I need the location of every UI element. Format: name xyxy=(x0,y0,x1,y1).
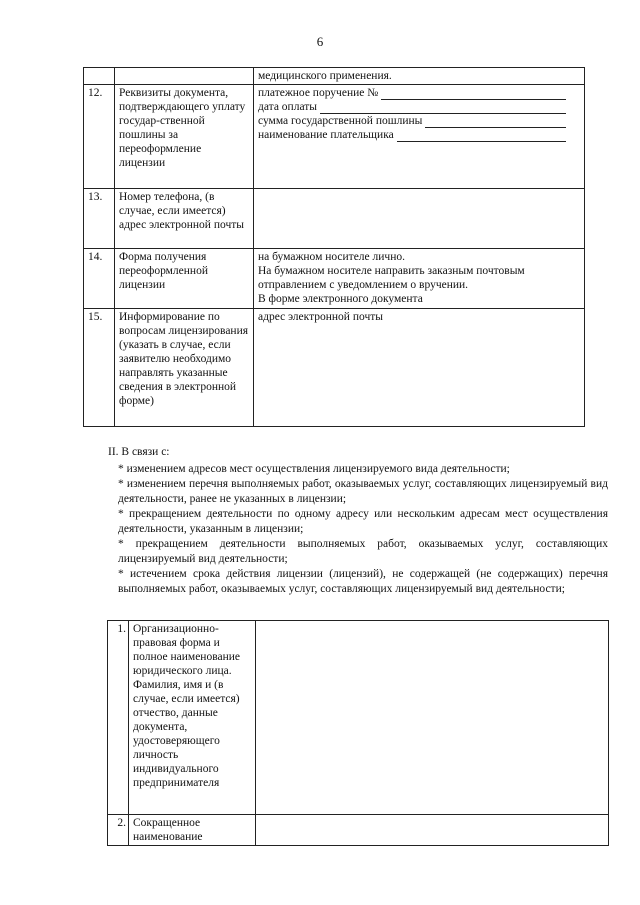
table-row xyxy=(84,68,585,85)
organization-name-field[interactable] xyxy=(256,621,609,815)
row-label: Номер телефона, (в случае, если имеется) адрес электронной почты xyxy=(115,189,254,249)
duty-amount-field[interactable]: сумма государственной пошлины xyxy=(258,114,580,128)
row-value: медицинского применения. xyxy=(254,68,585,85)
row-number: 1. xyxy=(108,621,129,815)
section-ii xyxy=(108,445,608,597)
option-paper-mail[interactable]: На бумажном носителе направить заказным почтовым отправлением с уведомлением о вручении. xyxy=(258,265,525,291)
row-label: Форма получения переоформленной лицензии xyxy=(115,249,254,309)
row-number: 14. xyxy=(84,249,115,309)
row-number: 12. xyxy=(84,85,115,189)
list-item: * прекращением деятельности выполняемых работ, оказываемых услуг, составляющих лицензируемый вид деятельности; xyxy=(118,538,608,565)
row-label: Сокращенное наименование xyxy=(129,815,256,846)
list-item: * истечением срока действия лицензии (лицензий), не содержащей (не содержащих) перечня выполняемых работ, оказываемых услуг, составляющих лицензируемый вид деятельности; xyxy=(118,568,608,595)
table-row xyxy=(84,85,585,189)
page-number: 6 xyxy=(316,34,324,49)
phone-email-field[interactable] xyxy=(254,189,585,249)
payer-name-field[interactable]: наименование плательщика xyxy=(258,128,580,142)
row-number: 15. xyxy=(84,309,115,427)
table-row xyxy=(84,309,585,427)
section-heading: II. В связи с: xyxy=(108,446,170,458)
payment-details-cell xyxy=(254,85,585,189)
table-row xyxy=(84,249,585,309)
option-electronic[interactable]: В форме электронного документа xyxy=(258,293,423,305)
row-number: 2. xyxy=(108,815,129,846)
row-label: Организационно-правовая форма и полное наименование юридического лица. Фамилия, имя и (в случае, если имеется) отчество, данные документа, удостоверяющего личность индивидуального предпринимателя xyxy=(129,621,256,815)
receipt-form-options[interactable] xyxy=(254,249,585,309)
short-name-field[interactable] xyxy=(256,815,609,846)
option-paper-personal[interactable]: на бумажном носителе лично. xyxy=(258,251,405,263)
list-item: * изменением перечня выполняемых работ, оказываемых услуг, составляющих лицензируемый вид деятельности, ранее не указанных в лицензии; xyxy=(118,478,608,505)
row-number: 13. xyxy=(84,189,115,249)
email-address-field[interactable]: адрес электронной почты xyxy=(254,309,585,427)
applicant-info-table xyxy=(107,620,609,846)
row-label: Информирование по вопросам лицензирования (указать в случае, если заявителю необходимо направлять указанные сведения в электронной форме) xyxy=(115,309,254,427)
table-row xyxy=(108,621,609,815)
list-item: * прекращением деятельности по одному адресу или нескольким адресам мест осуществления деятельности, указанным в лицензии; xyxy=(118,508,608,535)
payment-date-field[interactable]: дата оплаты xyxy=(258,100,580,114)
application-table-continued xyxy=(83,67,585,427)
row-label: Реквизиты документа, подтверждающего уплату государ-ственной пошлины за переоформление лицензии xyxy=(115,85,254,189)
row-label xyxy=(115,68,254,85)
table-row xyxy=(84,189,585,249)
table-row xyxy=(108,815,609,846)
payment-order-field[interactable]: платежное поручение № xyxy=(258,86,580,100)
row-number xyxy=(84,68,115,85)
list-item: * изменением адресов мест осуществления лицензируемого вида деятельности; xyxy=(118,463,510,475)
